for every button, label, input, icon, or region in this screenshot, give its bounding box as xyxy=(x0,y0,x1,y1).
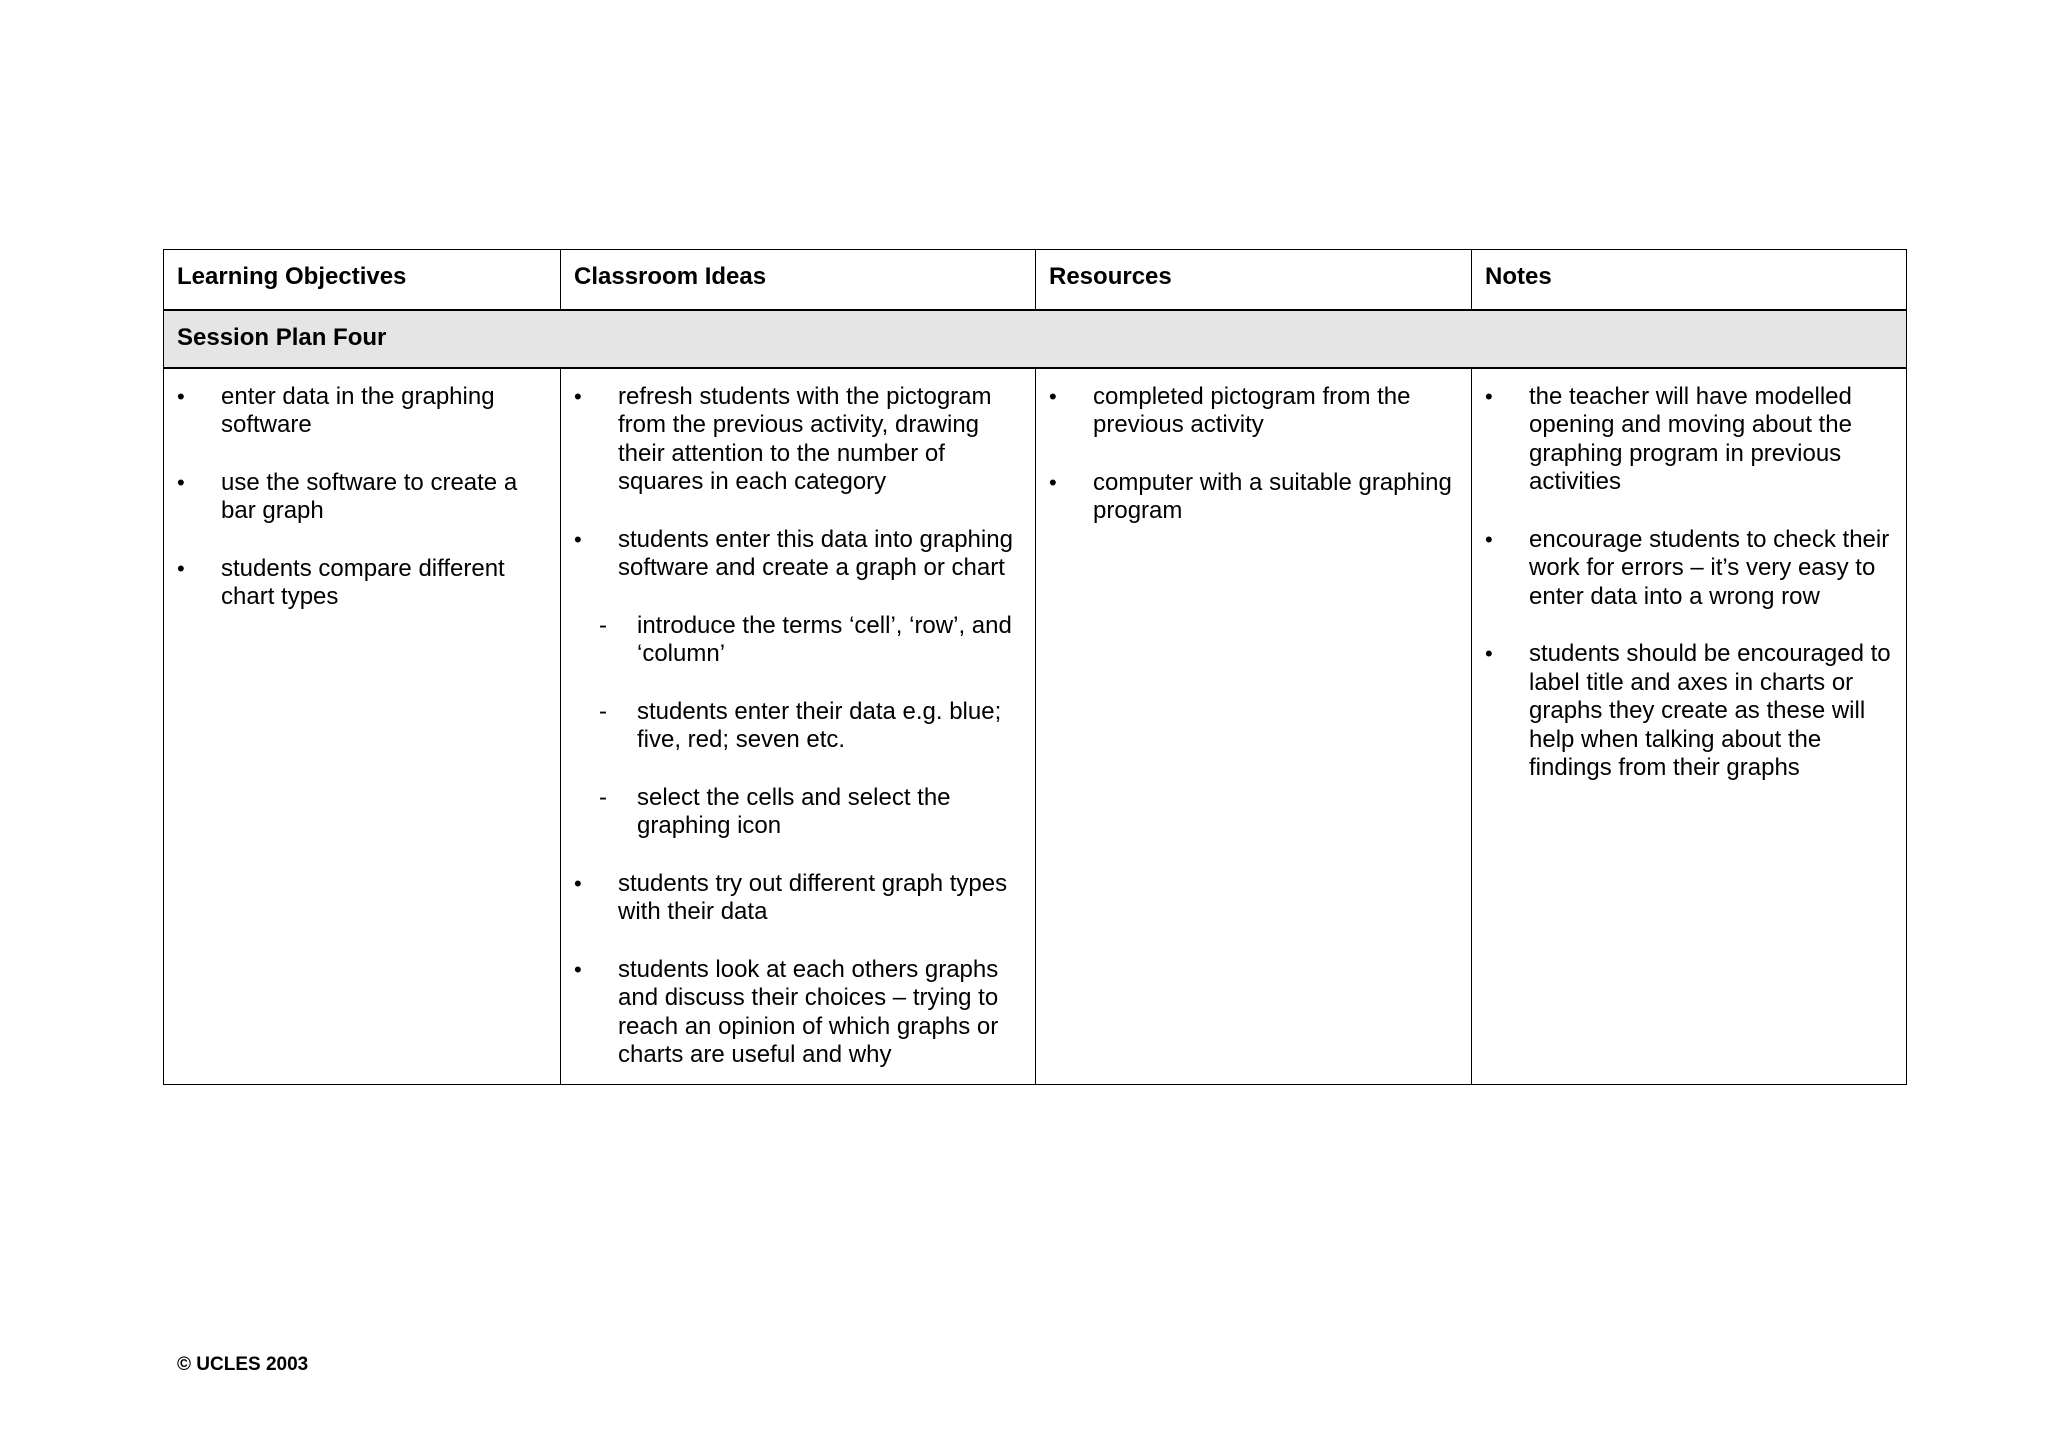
list-item: • students try out different graph types with their data xyxy=(574,870,1022,927)
learning-objectives-cell xyxy=(164,368,561,1085)
sub-list-item: - students enter their data e.g. blue; five, red; seven etc. xyxy=(574,698,1022,755)
classroom-ideas-cell xyxy=(561,368,1036,1085)
resources-cell xyxy=(1036,368,1472,1085)
list-item: • encourage students to check their work for errors – it’s very easy to enter data into a wrong row xyxy=(1485,526,1893,612)
classroom-ideas-list xyxy=(574,383,1022,1070)
list-item: • students enter this data into graphing software and create a graph or chart xyxy=(574,526,1022,583)
sub-list-item: - select the cells and select the graphing icon xyxy=(574,784,1022,841)
content-row xyxy=(164,368,1907,1085)
session-plan-table xyxy=(163,249,1907,1085)
list-item: • students should be encouraged to label title and axes in charts or graphs they create as these will help when talking about the findings from their graphs xyxy=(1485,640,1893,783)
list-item: • use the software to create a bar graph xyxy=(177,469,547,526)
notes-cell xyxy=(1472,368,1907,1085)
learning-objectives-list xyxy=(177,383,547,612)
sub-list-item: - introduce the terms ‘cell’, ‘row’, and ‘column’ xyxy=(574,612,1022,669)
session-title: Session Plan Four xyxy=(164,310,1907,368)
header-resources: Resources xyxy=(1036,250,1472,311)
session-row xyxy=(164,310,1907,368)
list-item: • students look at each others graphs and discuss their choices – trying to reach an opinion of which graphs or charts are useful and why xyxy=(574,956,1022,1070)
list-item: • students compare different chart types xyxy=(177,555,547,612)
header-classroom-ideas: Classroom Ideas xyxy=(561,250,1036,311)
notes-list xyxy=(1485,383,1893,783)
list-item: • enter data in the graphing software xyxy=(177,383,547,440)
list-item: • computer with a suitable graphing program xyxy=(1049,469,1458,526)
header-notes: Notes xyxy=(1472,250,1907,311)
list-item: • refresh students with the pictogram from the previous activity, drawing their attention to the number of squares in each category xyxy=(574,383,1022,497)
list-item: • the teacher will have modelled opening and moving about the graphing program in previous activities xyxy=(1485,383,1893,497)
copyright-footer: © UCLES 2003 xyxy=(177,1354,309,1375)
header-learning-objectives: Learning Objectives xyxy=(164,250,561,311)
resources-list xyxy=(1049,383,1458,526)
list-item: • completed pictogram from the previous activity xyxy=(1049,383,1458,440)
header-row xyxy=(164,250,1907,311)
